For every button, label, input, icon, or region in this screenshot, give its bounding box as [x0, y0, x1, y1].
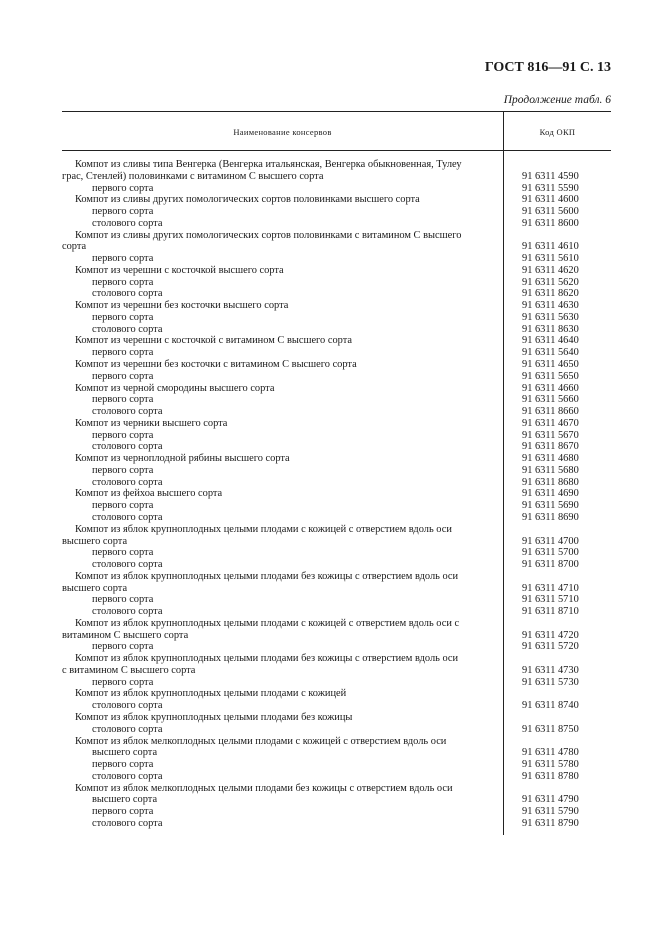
table-row — [62, 712, 611, 724]
table-row — [62, 736, 611, 748]
product-name-cell: столового сорта — [92, 723, 163, 735]
table-row — [62, 747, 611, 759]
table-row — [62, 724, 611, 736]
product-name-cell: столового сорта — [92, 288, 163, 300]
okp-code-cell: 91 6311 8660 — [522, 406, 579, 418]
table-row — [62, 559, 611, 571]
table-row — [62, 524, 611, 536]
table-row — [62, 241, 611, 253]
okp-code-cell — [503, 230, 611, 242]
okp-code-cell — [503, 524, 611, 536]
product-name-cell: Компот из черешни без косточки высшего сорта — [75, 300, 289, 312]
okp-code-cell: 91 6311 4620 — [522, 264, 579, 276]
table-row — [62, 206, 611, 218]
table-row — [62, 488, 611, 500]
table-row — [62, 465, 611, 477]
product-name-cell: Компот из яблок крупноплодных целыми плодами без кожицы с отверстием вдоль оси — [75, 653, 459, 665]
table-row — [62, 571, 611, 583]
table-row — [62, 630, 611, 642]
okp-code-cell: 91 6311 4660 — [522, 382, 579, 394]
table-row — [62, 277, 611, 289]
okp-code-cell: 91 6311 5620 — [522, 276, 579, 288]
okp-code-cell: 91 6311 4640 — [522, 335, 579, 347]
product-name-cell: столового сорта — [92, 700, 163, 712]
table-row — [62, 453, 611, 465]
table-row — [62, 300, 611, 312]
table-row — [62, 665, 611, 677]
product-name-cell: сорта — [62, 241, 87, 253]
table-row — [62, 688, 611, 700]
product-name-cell: первого сорта — [92, 370, 154, 382]
okp-code-cell: 91 6311 8630 — [522, 323, 579, 335]
table-row — [62, 818, 611, 830]
product-name-cell: высшего сорта — [62, 582, 128, 594]
product-name-cell: Компот из яблок крупноплодных целыми плодами с кожицей — [75, 688, 347, 700]
table-row — [62, 477, 611, 489]
table-row — [62, 324, 611, 336]
table-row — [62, 512, 611, 524]
table-row — [62, 536, 611, 548]
okp-code-cell: 91 6311 5610 — [522, 253, 579, 265]
table-row — [62, 394, 611, 406]
product-name-cell: столового сорта — [92, 323, 163, 335]
okp-code-cell: 91 6311 4780 — [522, 747, 579, 759]
okp-code-cell: 91 6311 8690 — [522, 511, 579, 523]
product-name-cell: Компот из яблок мелкоплодных целыми плодами без кожицы с отверстием вдоль оси — [75, 782, 453, 794]
table-row — [62, 441, 611, 453]
okp-code-cell: 91 6311 4690 — [522, 488, 579, 500]
product-name-cell: Компот из сливы типа Венгерка (Венгерка итальянская, Венгерка обыкновенная, Тулеу — [75, 159, 462, 170]
table-row — [62, 794, 611, 806]
product-name-cell: Компот из сливы других помологических сортов половинками высшего сорта — [75, 194, 420, 206]
product-name-cell: первого сорта — [92, 347, 154, 359]
okp-code-cell: 91 6311 5700 — [522, 547, 579, 559]
product-name-cell: первого сорта — [92, 206, 154, 218]
okp-code-cell — [503, 159, 611, 171]
product-name-cell: первого сорта — [92, 806, 154, 818]
okp-code-cell: 91 6311 8790 — [522, 817, 579, 829]
product-name-cell: Компот из яблок мелкоплодных целыми плодами с кожицей с отверстием вдоль оси — [75, 735, 447, 747]
table-row — [62, 288, 611, 300]
table-row — [62, 347, 611, 359]
table-body — [62, 159, 611, 830]
okp-code-cell: 91 6311 4610 — [522, 241, 579, 253]
product-name-cell: столового сорта — [92, 476, 163, 488]
product-name-cell: Компот из яблок крупноплодных целыми плодами с кожицей с отверстием вдоль оси с — [75, 617, 460, 629]
product-name-cell: первого сорта — [92, 276, 154, 288]
okp-code-cell: 91 6311 5780 — [522, 759, 579, 771]
table-row — [62, 677, 611, 689]
okp-code-cell: 91 6311 5630 — [522, 311, 579, 323]
table-row — [62, 806, 611, 818]
okp-code-cell — [503, 571, 611, 583]
table-row — [62, 194, 611, 206]
table-row — [62, 312, 611, 324]
product-name-cell: высшего сорта — [92, 794, 158, 806]
okp-code-cell: 91 6311 4710 — [522, 582, 579, 594]
okp-code-cell: 91 6311 5600 — [522, 206, 579, 218]
product-name-cell: первого сорта — [92, 594, 154, 606]
table-row — [62, 618, 611, 630]
okp-code-cell — [503, 783, 611, 795]
table-row — [62, 641, 611, 653]
table-continuation-label: Продолжение табл. 6 — [503, 94, 611, 106]
okp-code-cell: 91 6311 5710 — [522, 594, 579, 606]
product-name-cell: Компот из черешни без косточки с витамином С высшего сорта — [75, 359, 357, 371]
okp-code-cell: 91 6311 8750 — [522, 723, 579, 735]
product-name-cell: столового сорта — [92, 559, 163, 571]
table-row — [62, 359, 611, 371]
table-row — [62, 383, 611, 395]
table-row — [62, 218, 611, 230]
okp-code-cell: 91 6311 5650 — [522, 370, 579, 382]
product-name-cell: первого сорта — [92, 759, 154, 771]
okp-code-cell: 91 6311 8680 — [522, 476, 579, 488]
okp-code-cell: 91 6311 5790 — [522, 806, 579, 818]
product-name-cell: высшего сорта — [62, 535, 128, 547]
product-name-cell: первого сорта — [92, 311, 154, 323]
product-name-cell: первого сорта — [92, 429, 154, 441]
okp-code-cell: 91 6311 5690 — [522, 500, 579, 512]
table-row — [62, 500, 611, 512]
product-name-cell: витамином С высшего сорта — [62, 629, 189, 641]
product-name-cell: первого сорта — [92, 464, 154, 476]
table-row — [62, 418, 611, 430]
table-row — [62, 594, 611, 606]
product-name-cell: Компот из яблок крупноплодных целыми плодами без кожицы — [75, 711, 353, 723]
product-name-cell: первого сорта — [92, 500, 154, 512]
okp-code-cell: 91 6311 4630 — [522, 300, 579, 312]
okp-code-cell: 91 6311 5670 — [522, 429, 579, 441]
okp-code-cell: 91 6311 4590 — [522, 170, 579, 182]
okp-code-cell: 91 6311 4700 — [522, 535, 579, 547]
product-name-cell: первого сорта — [92, 182, 154, 194]
table-row — [62, 253, 611, 265]
product-name-cell: Компот из фейхоа высшего сорта — [75, 488, 223, 500]
okp-code-cell: 91 6311 5730 — [522, 676, 579, 688]
table-row — [62, 583, 611, 595]
okp-code-cell: 91 6311 5660 — [522, 394, 579, 406]
table-top-border — [62, 111, 611, 112]
table-row — [62, 771, 611, 783]
okp-code-cell: 91 6311 8780 — [522, 770, 579, 782]
product-name-cell: первого сорта — [92, 547, 154, 559]
page-header: ГОСТ 816—91 С. 13 — [484, 60, 611, 75]
okp-code-cell: 91 6311 4720 — [522, 629, 579, 641]
okp-code-cell: 91 6311 4670 — [522, 417, 579, 429]
product-name-cell: Компот из черной смородины высшего сорта — [75, 382, 275, 394]
okp-code-cell: 91 6311 8710 — [522, 606, 579, 618]
table-row — [62, 183, 611, 195]
product-name-cell: Компот из черешни с косточкой высшего сорта — [75, 264, 284, 276]
okp-code-cell — [503, 712, 611, 724]
product-name-cell: Компот из яблок крупноплодных целыми плодами с кожицей с отверстием вдоль оси — [75, 523, 452, 535]
column-header-code: Код ОКП — [539, 127, 576, 137]
okp-code-cell: 91 6311 5640 — [522, 347, 579, 359]
okp-code-cell: 91 6311 8600 — [522, 217, 579, 229]
table-row — [62, 335, 611, 347]
okp-code-cell: 91 6311 4680 — [522, 453, 579, 465]
product-name-cell: первого сорта — [92, 394, 154, 406]
product-name-cell: с витамином С высшего сорта — [62, 664, 196, 676]
okp-code-cell: 91 6311 5720 — [522, 641, 579, 653]
product-name-cell: столового сорта — [92, 770, 163, 782]
table-row — [62, 406, 611, 418]
product-name-cell: Компот из черешни с косточкой с витамином С высшего сорта — [75, 335, 352, 347]
column-header-name: Наименование консервов — [233, 127, 332, 137]
product-name-cell: столового сорта — [92, 606, 163, 618]
product-name-cell: столового сорта — [92, 817, 163, 829]
okp-code-cell: 91 6311 8670 — [522, 441, 579, 453]
product-name-cell: Компот из сливы других помологических сортов половинками с витамином С высшего — [75, 229, 462, 241]
table-row — [62, 547, 611, 559]
product-name-cell: Компот из яблок крупноплодных целыми плодами без кожицы с отверстием вдоль оси — [75, 570, 459, 582]
okp-code-cell — [503, 618, 611, 630]
okp-code-cell: 91 6311 4650 — [522, 359, 579, 371]
product-name-cell: первого сорта — [92, 253, 154, 265]
table-row — [62, 653, 611, 665]
product-name-cell: первого сорта — [92, 676, 154, 688]
okp-code-cell — [503, 736, 611, 748]
table-header-border — [62, 150, 611, 151]
okp-code-cell: 91 6311 8620 — [522, 288, 579, 300]
product-name-cell: первого сорта — [92, 641, 154, 653]
table-row — [62, 171, 611, 183]
okp-code-cell: 91 6311 5590 — [522, 182, 579, 194]
table-row — [62, 759, 611, 771]
table-row — [62, 371, 611, 383]
okp-code-cell: 91 6311 8740 — [522, 700, 579, 712]
okp-code-cell: 91 6311 8700 — [522, 559, 579, 571]
okp-code-cell: 91 6311 4790 — [522, 794, 579, 806]
okp-code-cell — [503, 688, 611, 700]
product-name-cell: высшего сорта — [92, 747, 158, 759]
okp-code-cell: 91 6311 4730 — [522, 664, 579, 676]
table-row — [62, 230, 611, 242]
product-name-cell: Компот из черники высшего сорта — [75, 417, 228, 429]
table-row — [62, 159, 611, 171]
product-name-cell: столового сорта — [92, 217, 163, 229]
table-row — [62, 700, 611, 712]
product-name-cell: столового сорта — [92, 441, 163, 453]
product-name-cell: столового сорта — [92, 511, 163, 523]
product-name-cell: грас, Стенлей) половинками с витамином С высшего сорта — [62, 170, 324, 182]
product-name-cell: Компот из черноплодной рябины высшего сорта — [75, 453, 290, 465]
table-row — [62, 265, 611, 277]
table-row — [62, 606, 611, 618]
table-row — [62, 430, 611, 442]
okp-code-cell: 91 6311 4600 — [522, 194, 579, 206]
product-name-cell: столового сорта — [92, 406, 163, 418]
okp-code-cell: 91 6311 5680 — [522, 464, 579, 476]
table-row — [62, 783, 611, 795]
okp-code-cell — [503, 653, 611, 665]
